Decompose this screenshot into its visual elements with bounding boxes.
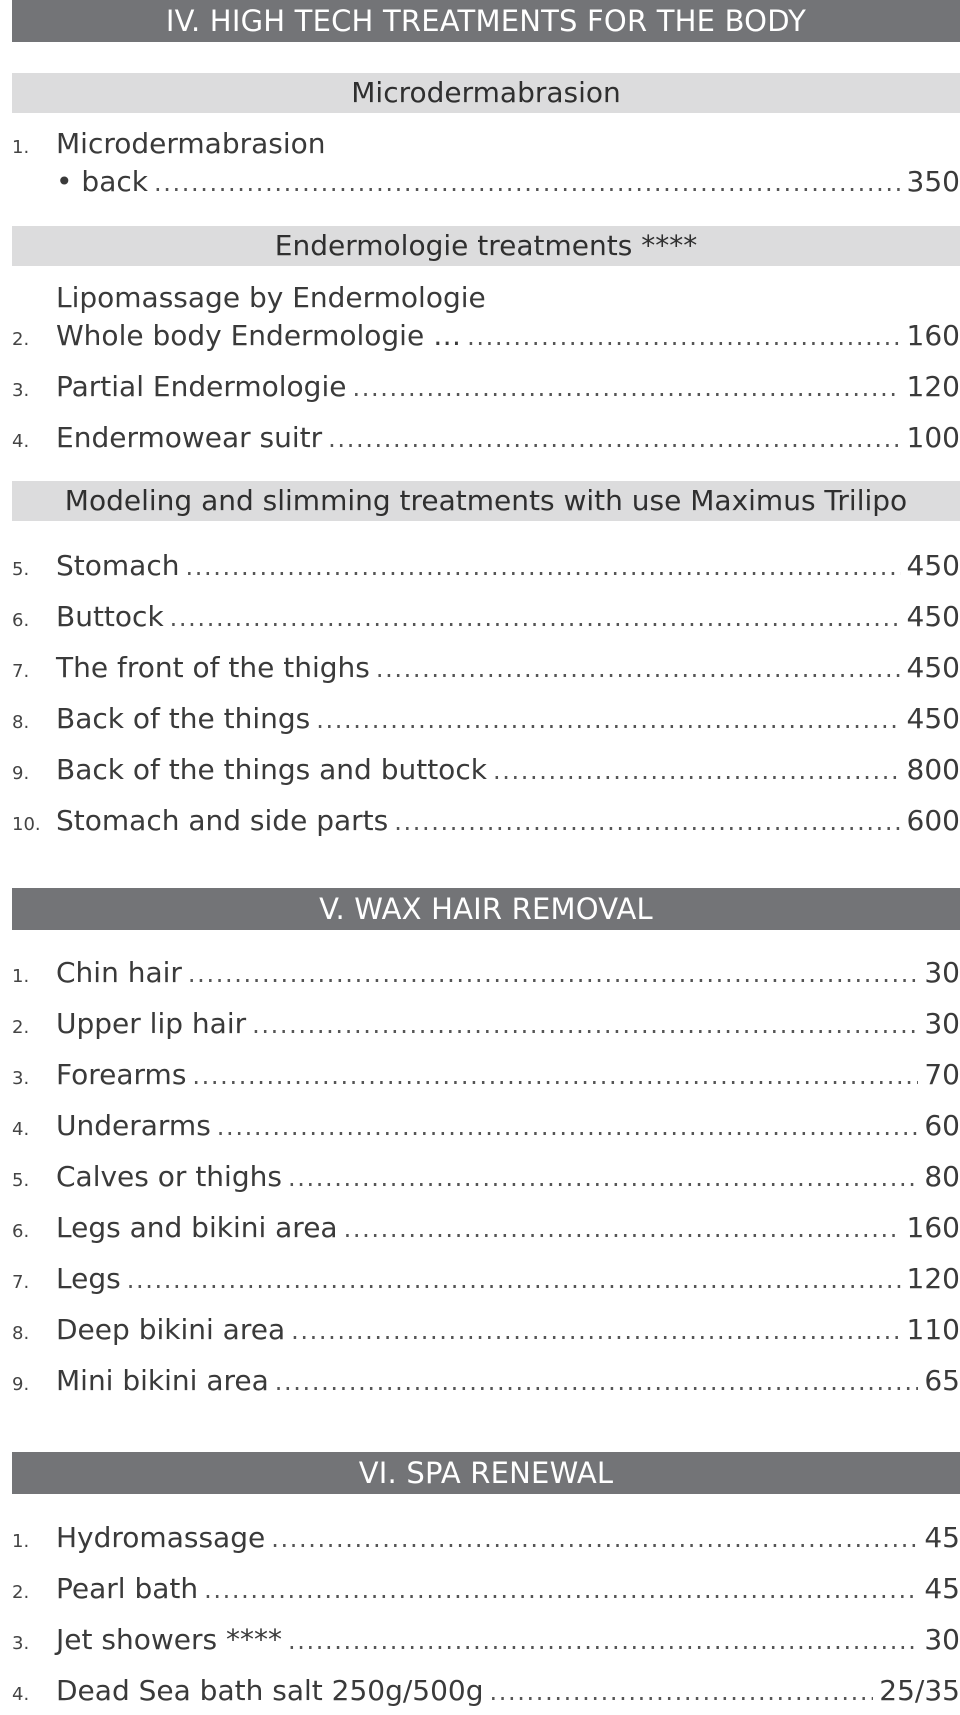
list-item [12,1361,960,1401]
dot-leader [328,418,900,459]
item-label: Partial Endermologie [56,370,347,403]
item-number: 4. [12,1119,30,1140]
subsection-maximus-trilipo: Modeling and slimming treatments with use Maximus Trilipo [12,481,960,521]
item-label: • back [56,165,148,198]
list-item [12,1620,960,1660]
item-number: 10. [12,814,41,835]
dot-leader [127,1259,901,1300]
item-price: 120 [906,370,960,403]
dot-leader [252,1004,918,1045]
item-label: Pearl bath [56,1572,199,1605]
list-item [12,316,960,356]
item-label: Mini bikini area [56,1364,269,1397]
item-price: 450 [906,651,960,684]
item-price: 800 [906,753,960,786]
list-item [12,1004,960,1044]
item-price: 100 [906,421,960,454]
subsection-endermologie: Endermologie treatments **** [12,226,960,266]
list-item [12,1157,960,1197]
list-item [12,953,960,993]
item-number: 5. [12,1170,30,1191]
item-number: 1. [12,137,30,158]
item-number: 3. [12,380,30,401]
item-label: Calves or thighs [56,1160,282,1193]
item-price: 160 [906,1211,960,1244]
item-label: Forearms [56,1058,187,1091]
item-label: Buttock [56,600,164,633]
item-price: 70 [924,1058,960,1091]
item-price: 450 [906,600,960,633]
item-price: 60 [924,1109,960,1142]
item-price: 45 [924,1572,960,1605]
list-item [12,1208,960,1248]
item-price: 65 [924,1364,960,1397]
item-number: 1. [12,966,30,987]
dot-leader [154,162,901,203]
dot-leader [185,546,900,587]
item-label: Endermowear suitr [56,421,323,454]
item-price: 110 [906,1313,960,1346]
list-item [12,1310,960,1350]
list-item [12,1055,960,1095]
item-number: 9. [12,1374,30,1395]
item-price: 30 [924,1623,960,1656]
item-label: Deep bikini area [56,1313,286,1346]
item-price: 600 [906,804,960,837]
item-label: Legs and bikini area [56,1211,338,1244]
item-number: 4. [12,1684,30,1705]
subsection-intro: Lipomassage by Endermologie [56,281,486,314]
dot-leader [490,1671,874,1712]
list-item [12,1671,960,1711]
item-label: Jet showers **** [56,1623,282,1656]
item-number: 2. [12,1582,30,1603]
item-price: 25/35 [879,1674,960,1707]
list-item [12,648,960,688]
dot-leader [493,750,901,791]
item-label: Hydromassage [56,1521,266,1554]
item-number: 5. [12,559,30,580]
item-label: Chin hair [56,956,182,989]
dot-leader [344,1208,901,1249]
dot-leader [316,699,900,740]
section-header-high-tech-body: IV. HIGH TECH TREATMENTS FOR THE BODY [12,0,960,42]
section-header-spa-renewal: VI. SPA RENEWAL [12,1452,960,1494]
dot-leader [288,1157,918,1198]
item-price: 120 [906,1262,960,1295]
dot-leader [467,316,900,357]
item-number: 2. [12,329,30,350]
item-number: 7. [12,661,30,682]
item-price: 80 [924,1160,960,1193]
item-number: 9. [12,763,30,784]
list-item [12,750,960,790]
list-item [12,367,960,407]
item-price: 450 [906,549,960,582]
list-item [12,162,960,202]
list-item [12,1259,960,1299]
item-label: Back of the things and buttock [56,753,487,786]
item-number: 3. [12,1633,30,1654]
subsection-microdermabrasion: Microdermabrasion [12,73,960,113]
item-price: 160 [906,319,960,352]
item-number: 4. [12,431,30,452]
item-label: Stomach [56,549,180,582]
item-label: Stomach and side parts [56,804,389,837]
list-item [12,124,960,164]
list-item [12,597,960,637]
item-number: 1. [12,1531,30,1552]
item-price: 45 [924,1521,960,1554]
item-label: Legs [56,1262,121,1295]
dot-leader [271,1518,918,1559]
item-label: Dead Sea bath salt 250g/500g [56,1674,484,1707]
dot-leader [291,1310,900,1351]
item-price: 30 [924,956,960,989]
list-item [12,1106,960,1146]
section-header-wax-hair-removal: V. WAX HAIR REMOVAL [12,888,960,930]
item-number: 3. [12,1068,30,1089]
item-price: 30 [924,1007,960,1040]
dot-leader [204,1569,918,1610]
dot-leader [288,1620,918,1661]
dot-leader [217,1106,919,1147]
item-number: 8. [12,712,30,733]
item-number: 2. [12,1017,30,1038]
item-label: Back of the things [56,702,311,735]
list-item [12,1518,960,1558]
dot-leader [192,1055,918,1096]
item-label: Upper lip hair [56,1007,247,1040]
dot-leader [394,801,900,842]
item-number: 6. [12,1221,30,1242]
dot-leader [188,953,918,994]
item-number: 7. [12,1272,30,1293]
list-item [12,801,960,841]
dot-leader [275,1361,919,1402]
item-price: 450 [906,702,960,735]
item-label: Underarms [56,1109,211,1142]
dot-leader [170,597,901,638]
dot-leader [352,367,900,408]
item-label: The front of the thighs [56,651,370,684]
item-label: Whole body Endermologie … [56,319,462,352]
list-item [12,546,960,586]
item-number: 8. [12,1323,30,1344]
item-price: 350 [906,165,960,198]
list-item [12,699,960,739]
item-number: 6. [12,610,30,631]
list-item [12,1569,960,1609]
list-item [12,418,960,458]
item-label: Microdermabrasion [56,127,326,160]
dot-leader [376,648,901,689]
